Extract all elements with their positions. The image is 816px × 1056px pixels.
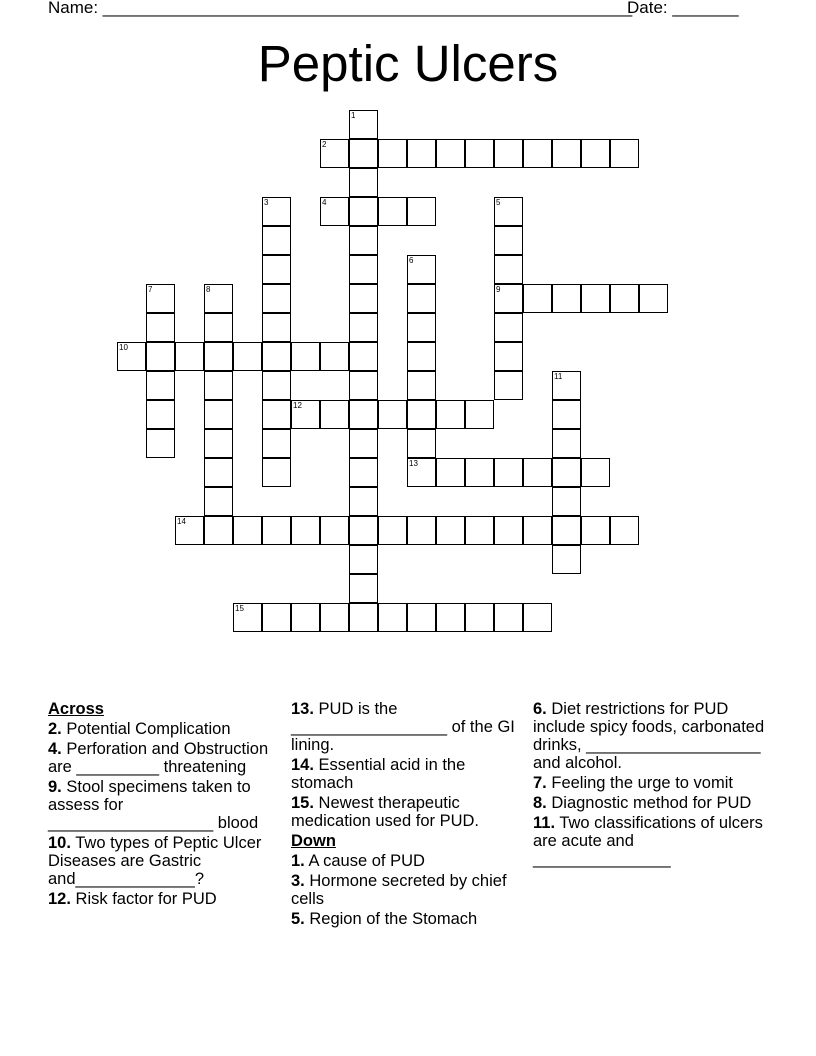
grid-cell[interactable] xyxy=(378,603,407,632)
clue-number: 10. xyxy=(48,834,71,852)
grid-cell[interactable] xyxy=(146,342,175,371)
grid-cell[interactable] xyxy=(320,197,349,226)
grid-cell[interactable] xyxy=(407,458,436,487)
grid-cell[interactable] xyxy=(204,516,233,545)
grid-cell[interactable] xyxy=(610,139,639,168)
grid-cell[interactable] xyxy=(552,516,581,545)
clue-number: 1. xyxy=(291,852,305,870)
grid-cell[interactable] xyxy=(552,545,581,574)
grid-cell[interactable] xyxy=(262,429,291,458)
grid-cell[interactable] xyxy=(407,371,436,400)
grid-cell[interactable] xyxy=(349,168,378,197)
grid-cell[interactable] xyxy=(291,400,320,429)
grid-cell[interactable] xyxy=(494,139,523,168)
clue-across-10 xyxy=(48,834,280,888)
grid-cell[interactable] xyxy=(465,603,494,632)
cell-number: 6 xyxy=(409,256,414,265)
grid-cell[interactable] xyxy=(262,371,291,400)
cell-number: 1 xyxy=(351,111,356,120)
clue-number: 6. xyxy=(533,700,547,718)
grid-cell[interactable] xyxy=(407,603,436,632)
grid-cell[interactable] xyxy=(494,371,523,400)
clue-across-14 xyxy=(291,756,523,792)
clues-column-3 xyxy=(533,700,765,870)
clue-down-7 xyxy=(533,774,765,792)
cell-number: 2 xyxy=(322,140,327,149)
clue-down-6 xyxy=(533,700,765,772)
grid-cell[interactable] xyxy=(465,139,494,168)
clue-text: Diagnostic method for PUD xyxy=(551,794,752,812)
grid-cell[interactable] xyxy=(204,458,233,487)
grid-cell[interactable] xyxy=(349,255,378,284)
grid-cell[interactable] xyxy=(175,342,204,371)
grid-cell[interactable] xyxy=(349,197,378,226)
grid-cell[interactable] xyxy=(349,458,378,487)
grid-cell[interactable] xyxy=(552,139,581,168)
grid-cell[interactable] xyxy=(146,284,175,313)
clue-number: 2. xyxy=(48,720,62,738)
clue-number: 3. xyxy=(291,872,305,890)
clue-number: 9. xyxy=(48,778,62,796)
grid-cell[interactable] xyxy=(407,400,436,429)
grid-cell[interactable] xyxy=(407,516,436,545)
clue-across-12 xyxy=(48,890,280,908)
grid-cell[interactable] xyxy=(204,284,233,313)
grid-cell[interactable] xyxy=(349,226,378,255)
clue-across-15 xyxy=(291,794,523,830)
clue-number: 12. xyxy=(48,890,71,908)
grid-cell[interactable] xyxy=(262,255,291,284)
grid-cell[interactable] xyxy=(378,516,407,545)
grid-cell[interactable] xyxy=(552,458,581,487)
grid-cell[interactable] xyxy=(494,255,523,284)
grid-cell[interactable] xyxy=(581,516,610,545)
cell-number: 7 xyxy=(148,285,153,294)
clue-text: Potential Complication xyxy=(66,720,231,738)
clue-text: Hormone secreted by chief cells xyxy=(291,872,507,908)
grid-cell[interactable] xyxy=(320,139,349,168)
grid-cell[interactable] xyxy=(523,284,552,313)
grid-cell[interactable] xyxy=(349,603,378,632)
cell-number: 3 xyxy=(264,198,269,207)
grid-cell[interactable] xyxy=(349,516,378,545)
clue-text: Diet restrictions for PUD include spicy foods, carbonated drinks, ___________________ and alcohol. xyxy=(533,700,765,772)
clue-text: A cause of PUD xyxy=(308,852,425,870)
clue-text: Newest therapeutic medication used for PUD. xyxy=(291,794,480,830)
grid-cell[interactable] xyxy=(349,284,378,313)
grid-cell[interactable] xyxy=(320,516,349,545)
grid-cell[interactable] xyxy=(494,197,523,226)
grid-cell[interactable] xyxy=(291,342,320,371)
clue-across-2 xyxy=(48,720,280,738)
grid-cell[interactable] xyxy=(494,342,523,371)
grid-cell[interactable] xyxy=(233,342,262,371)
clue-down-11 xyxy=(533,814,765,868)
grid-cell[interactable] xyxy=(581,458,610,487)
grid-cell[interactable] xyxy=(407,284,436,313)
cell-number: 5 xyxy=(496,198,501,207)
date-line: Date: _______ xyxy=(627,0,739,17)
grid-cell[interactable] xyxy=(349,429,378,458)
grid-cell[interactable] xyxy=(436,458,465,487)
grid-cell[interactable] xyxy=(378,197,407,226)
page-title: Peptic Ulcers xyxy=(257,35,559,92)
clue-number: 7. xyxy=(533,774,547,792)
grid-cell[interactable] xyxy=(175,516,204,545)
clue-down-1 xyxy=(291,852,523,870)
grid-cell[interactable] xyxy=(407,197,436,226)
grid-cell[interactable] xyxy=(262,226,291,255)
grid-cell[interactable] xyxy=(349,574,378,603)
grid-cell[interactable] xyxy=(552,400,581,429)
down-heading: Down xyxy=(291,832,336,850)
grid-cell[interactable] xyxy=(349,110,378,139)
clue-text: Essential acid in the stomach xyxy=(291,756,466,792)
clue-number: 15. xyxy=(291,794,314,812)
grid-cell[interactable] xyxy=(291,603,320,632)
cell-number: 8 xyxy=(206,285,211,294)
clue-text: PUD is the _________________ of the GI lining. xyxy=(291,700,515,754)
clue-text: Feeling the urge to vomit xyxy=(551,774,733,792)
grid-cell[interactable] xyxy=(494,284,523,313)
grid-cell[interactable] xyxy=(262,313,291,342)
grid-cell[interactable] xyxy=(204,371,233,400)
cell-number: 10 xyxy=(119,343,128,352)
grid-cell[interactable] xyxy=(378,139,407,168)
clue-number: 5. xyxy=(291,910,305,928)
grid-cell[interactable] xyxy=(204,342,233,371)
grid-cell[interactable] xyxy=(465,516,494,545)
grid-cell[interactable] xyxy=(204,429,233,458)
grid-cell[interactable] xyxy=(320,603,349,632)
grid-cell[interactable] xyxy=(146,371,175,400)
grid-cell[interactable] xyxy=(349,139,378,168)
grid-cell[interactable] xyxy=(291,516,320,545)
grid-cell[interactable] xyxy=(320,400,349,429)
grid-cell[interactable] xyxy=(146,429,175,458)
clue-down-3 xyxy=(291,872,523,908)
grid-cell[interactable] xyxy=(407,313,436,342)
grid-cell[interactable] xyxy=(349,371,378,400)
grid-cell[interactable] xyxy=(233,516,262,545)
grid-cell[interactable] xyxy=(407,255,436,284)
grid-cell[interactable] xyxy=(610,284,639,313)
grid-cell[interactable] xyxy=(204,487,233,516)
grid-cell[interactable] xyxy=(407,139,436,168)
grid-cell[interactable] xyxy=(494,603,523,632)
clues-column-2 xyxy=(291,700,523,930)
clue-text: Stool specimens taken to assess for __________________ blood xyxy=(48,778,259,832)
grid-cell[interactable] xyxy=(204,400,233,429)
grid-cell[interactable] xyxy=(146,313,175,342)
grid-cell[interactable] xyxy=(523,458,552,487)
grid-cell[interactable] xyxy=(552,284,581,313)
grid-cell[interactable] xyxy=(610,516,639,545)
grid-cell[interactable] xyxy=(262,284,291,313)
grid-cell[interactable] xyxy=(146,400,175,429)
grid-cell[interactable] xyxy=(378,400,407,429)
grid-cell[interactable] xyxy=(552,487,581,516)
grid-cell[interactable] xyxy=(494,313,523,342)
grid-cell[interactable] xyxy=(349,342,378,371)
grid-cell[interactable] xyxy=(494,226,523,255)
grid-cell[interactable] xyxy=(262,400,291,429)
clue-text: Two classifications of ulcers are acute and _______________ xyxy=(533,814,763,868)
grid-cell[interactable] xyxy=(523,139,552,168)
grid-cell[interactable] xyxy=(204,313,233,342)
clue-number: 11. xyxy=(533,814,556,832)
clue-text: Region of the Stomach xyxy=(309,910,478,928)
cell-number: 15 xyxy=(235,604,244,613)
grid-cell[interactable] xyxy=(436,139,465,168)
grid-cell[interactable] xyxy=(436,400,465,429)
grid-cell[interactable] xyxy=(552,371,581,400)
grid-cell[interactable] xyxy=(465,458,494,487)
cell-number: 4 xyxy=(322,198,327,207)
grid-cell[interactable] xyxy=(581,139,610,168)
clue-text: Perforation and Obstruction are _________ threatening xyxy=(48,740,269,776)
grid-cell[interactable] xyxy=(436,603,465,632)
grid-cell[interactable] xyxy=(320,342,349,371)
clue-number: 13. xyxy=(291,700,314,718)
grid-cell[interactable] xyxy=(262,342,291,371)
grid-cell[interactable] xyxy=(233,603,262,632)
grid-cell[interactable] xyxy=(349,545,378,574)
clue-text: Risk factor for PUD xyxy=(75,890,217,908)
grid-cell[interactable] xyxy=(262,516,291,545)
grid-cell[interactable] xyxy=(436,516,465,545)
name-line: Name: ________________________________________________________ xyxy=(48,0,633,17)
grid-cell[interactable] xyxy=(349,400,378,429)
cell-number: 14 xyxy=(177,517,186,526)
clues-column-1 xyxy=(48,700,280,910)
clue-across-13 xyxy=(291,700,523,754)
clue-text: Two types of Peptic Ulcer Diseases are Gastric and_____________? xyxy=(48,834,262,888)
grid-cell[interactable] xyxy=(494,516,523,545)
cell-number: 11 xyxy=(554,372,563,381)
grid-cell[interactable] xyxy=(581,284,610,313)
grid-cell[interactable] xyxy=(494,458,523,487)
grid-cell[interactable] xyxy=(523,603,552,632)
across-heading: Across xyxy=(48,700,104,718)
cell-number: 13 xyxy=(409,459,418,468)
grid-cell[interactable] xyxy=(349,487,378,516)
grid-cell[interactable] xyxy=(552,429,581,458)
clue-across-4 xyxy=(48,740,280,776)
clue-across-9 xyxy=(48,778,280,832)
grid-cell[interactable] xyxy=(262,603,291,632)
grid-cell[interactable] xyxy=(407,342,436,371)
grid-cell[interactable] xyxy=(407,429,436,458)
cell-number: 12 xyxy=(293,401,302,410)
grid-cell[interactable] xyxy=(639,284,668,313)
grid-cell[interactable] xyxy=(262,197,291,226)
grid-cell[interactable] xyxy=(523,516,552,545)
grid-cell[interactable] xyxy=(262,458,291,487)
clue-down-5 xyxy=(291,910,523,928)
grid-cell[interactable] xyxy=(117,342,146,371)
cell-number: 9 xyxy=(496,285,501,294)
clue-number: 14. xyxy=(291,756,314,774)
clue-number: 8. xyxy=(533,794,547,812)
grid-cell[interactable] xyxy=(465,400,494,429)
clue-down-8 xyxy=(533,794,765,812)
grid-cell[interactable] xyxy=(349,313,378,342)
clue-number: 4. xyxy=(48,740,62,758)
